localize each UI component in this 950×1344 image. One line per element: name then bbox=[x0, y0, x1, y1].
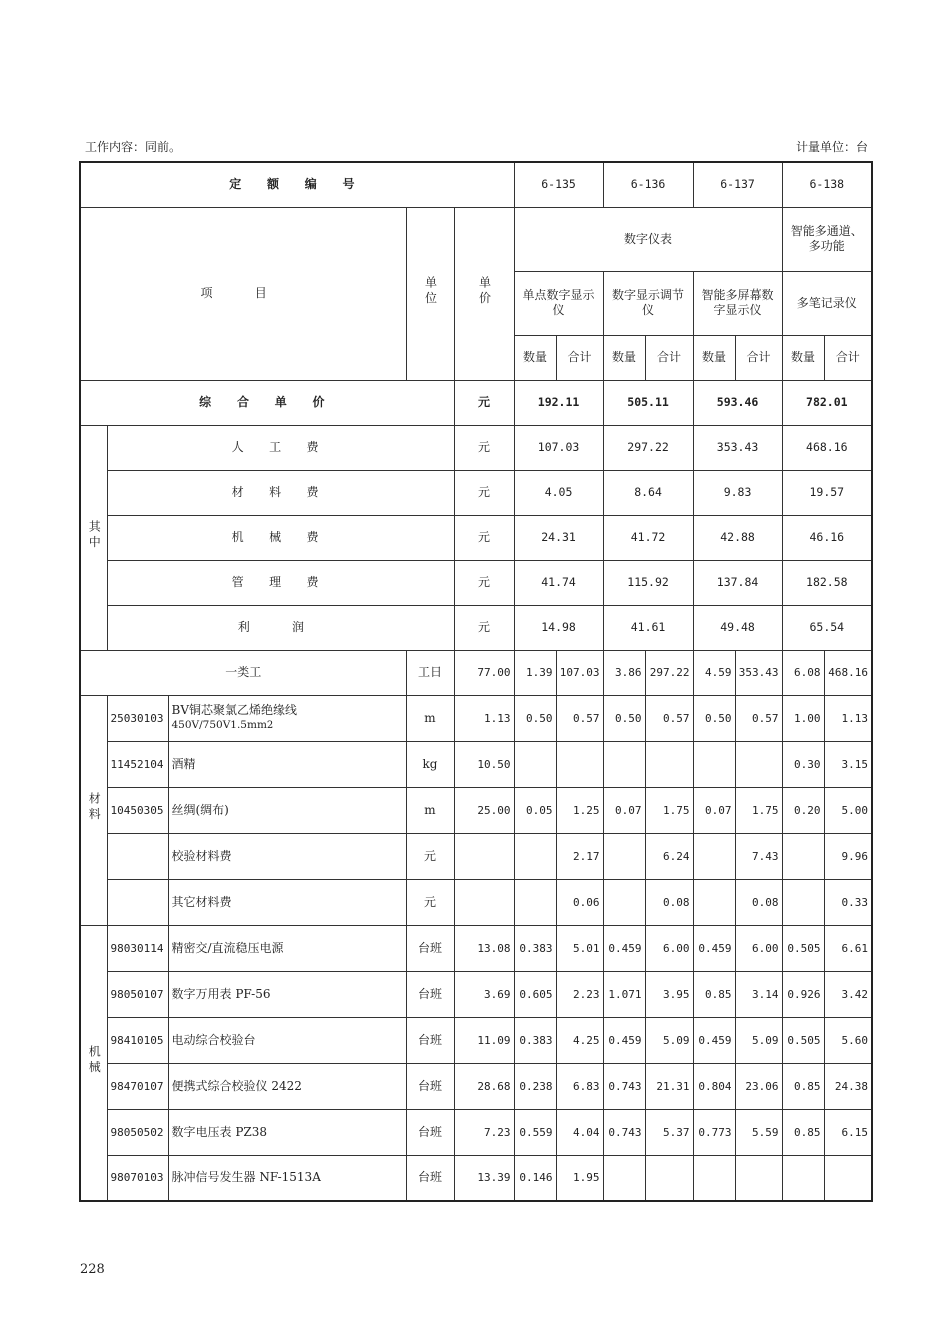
subtitle: 智能多屏幕数字显示仪 bbox=[693, 271, 782, 335]
machine-unit: 台班 bbox=[406, 1155, 454, 1201]
machine-row bbox=[80, 971, 872, 1017]
material-cell bbox=[603, 833, 645, 879]
machine-cell: 5.01 bbox=[556, 925, 603, 971]
among-value: 182.58 bbox=[782, 560, 872, 605]
machine-cell: 6.00 bbox=[735, 925, 782, 971]
material-row bbox=[80, 879, 872, 925]
labor-cell: 1.39 bbox=[514, 650, 556, 695]
machine-cell: 0.383 bbox=[514, 1017, 556, 1063]
material-cell: 1.13 bbox=[824, 695, 872, 741]
machine-price: 13.08 bbox=[454, 925, 514, 971]
material-code: 10450305 bbox=[107, 787, 168, 833]
machine-name: 精密交/直流稳压电源 bbox=[168, 925, 406, 971]
material-unit: 元 bbox=[406, 833, 454, 879]
material-cell: 0.05 bbox=[514, 787, 556, 833]
machine-cell: 3.14 bbox=[735, 971, 782, 1017]
material-cell bbox=[735, 741, 782, 787]
machine-unit: 台班 bbox=[406, 1109, 454, 1155]
among-value: 41.72 bbox=[603, 515, 693, 560]
machine-cell: 4.25 bbox=[556, 1017, 603, 1063]
machine-code: 98410105 bbox=[107, 1017, 168, 1063]
material-cell: 0.50 bbox=[514, 695, 556, 741]
material-cell: 6.24 bbox=[645, 833, 693, 879]
machine-cell: 5.60 bbox=[824, 1017, 872, 1063]
material-code: 25030103 bbox=[107, 695, 168, 741]
composite-unit: 元 bbox=[454, 380, 514, 425]
machine-cell: 5.37 bbox=[645, 1109, 693, 1155]
material-cell bbox=[645, 741, 693, 787]
among-row bbox=[80, 605, 872, 650]
machine-cell: 0.743 bbox=[603, 1063, 645, 1109]
machine-cell: 0.383 bbox=[514, 925, 556, 971]
machine-cell: 0.85 bbox=[782, 1109, 824, 1155]
material-cell: 5.00 bbox=[824, 787, 872, 833]
machine-unit: 台班 bbox=[406, 971, 454, 1017]
machine-cell: 0.773 bbox=[693, 1109, 735, 1155]
material-cell bbox=[514, 879, 556, 925]
machine-cell: 0.459 bbox=[693, 1017, 735, 1063]
among-value: 353.43 bbox=[693, 425, 782, 470]
material-price bbox=[454, 879, 514, 925]
machine-code: 98070103 bbox=[107, 1155, 168, 1201]
sum-label: 合计 bbox=[735, 335, 782, 380]
group-header-row bbox=[80, 207, 872, 271]
among-value: 14.98 bbox=[514, 605, 603, 650]
material-cell: 0.50 bbox=[693, 695, 735, 741]
machine-cell: 0.505 bbox=[782, 925, 824, 971]
material-cell bbox=[782, 833, 824, 879]
among-item-label: 利 润 bbox=[107, 605, 454, 650]
material-cell: 2.17 bbox=[556, 833, 603, 879]
machine-price: 3.69 bbox=[454, 971, 514, 1017]
qty-label: 数量 bbox=[782, 335, 824, 380]
among-row bbox=[80, 425, 872, 470]
machine-cell bbox=[603, 1155, 645, 1201]
material-cell bbox=[514, 741, 556, 787]
sum-label: 合计 bbox=[824, 335, 872, 380]
machine-cell: 23.06 bbox=[735, 1063, 782, 1109]
among-unit: 元 bbox=[454, 560, 514, 605]
labor-unit: 工日 bbox=[406, 650, 454, 695]
composite-value: 505.11 bbox=[603, 380, 693, 425]
material-cell bbox=[782, 879, 824, 925]
machine-cell: 24.38 bbox=[824, 1063, 872, 1109]
material-cell bbox=[603, 879, 645, 925]
machine-price: 13.39 bbox=[454, 1155, 514, 1201]
material-cell: 0.06 bbox=[556, 879, 603, 925]
material-unit: 元 bbox=[406, 879, 454, 925]
machine-cell: 6.83 bbox=[556, 1063, 603, 1109]
among-row bbox=[80, 515, 872, 560]
among-value: 24.31 bbox=[514, 515, 603, 560]
material-cell: 0.08 bbox=[645, 879, 693, 925]
material-row bbox=[80, 741, 872, 787]
material-cell: 0.07 bbox=[603, 787, 645, 833]
material-name-line2: $450V/750V1.5mm^2$ bbox=[171, 719, 274, 731]
quota-code: 6-136 bbox=[603, 162, 693, 207]
material-cell: 0.50 bbox=[603, 695, 645, 741]
material-cell bbox=[693, 879, 735, 925]
machine-cell: 4.04 bbox=[556, 1109, 603, 1155]
machine-row bbox=[80, 1109, 872, 1155]
labor-cell: 107.03 bbox=[556, 650, 603, 695]
group-digital-meters: 数字仪表 bbox=[514, 207, 782, 271]
machine-cell: 3.95 bbox=[645, 971, 693, 1017]
among-unit: 元 bbox=[454, 605, 514, 650]
machine-cell: 5.09 bbox=[735, 1017, 782, 1063]
among-value: 137.84 bbox=[693, 560, 782, 605]
quota-label: 定 额 编 号 bbox=[80, 162, 514, 207]
machine-cell: 21.31 bbox=[645, 1063, 693, 1109]
machine-cell: 0.926 bbox=[782, 971, 824, 1017]
among-unit: 元 bbox=[454, 425, 514, 470]
material-cell bbox=[514, 833, 556, 879]
machine-cell: 0.459 bbox=[603, 925, 645, 971]
quota-code: 6-137 bbox=[693, 162, 782, 207]
machine-cell: 0.238 bbox=[514, 1063, 556, 1109]
among-item-label: 管 理 费 bbox=[107, 560, 454, 605]
machine-cell: 0.743 bbox=[603, 1109, 645, 1155]
material-cell bbox=[603, 741, 645, 787]
subtitle: 单点数字显示仪 bbox=[514, 271, 603, 335]
machine-row bbox=[80, 1017, 872, 1063]
material-name bbox=[168, 695, 406, 741]
among-value: 65.54 bbox=[782, 605, 872, 650]
composite-value: 192.11 bbox=[514, 380, 603, 425]
superscript: 2 bbox=[266, 720, 274, 731]
material-cell: 1.25 bbox=[556, 787, 603, 833]
material-cell: 0.57 bbox=[556, 695, 603, 741]
composite-value: 782.01 bbox=[782, 380, 872, 425]
machine-cell bbox=[735, 1155, 782, 1201]
machine-cell: 0.505 bbox=[782, 1017, 824, 1063]
work-content: 工作内容：同前。 bbox=[85, 140, 182, 154]
among-unit: 元 bbox=[454, 470, 514, 515]
among-value: 468.16 bbox=[782, 425, 872, 470]
among-value: 297.22 bbox=[603, 425, 693, 470]
among-value: 9.83 bbox=[693, 470, 782, 515]
material-code bbox=[107, 879, 168, 925]
material-cell bbox=[693, 741, 735, 787]
machine-cell: 0.559 bbox=[514, 1109, 556, 1155]
machine-unit: 台班 bbox=[406, 1017, 454, 1063]
labor-cell: 297.22 bbox=[645, 650, 693, 695]
among-item-label: 人 工 费 bbox=[107, 425, 454, 470]
machine-cell: 0.146 bbox=[514, 1155, 556, 1201]
among-row bbox=[80, 560, 872, 605]
item-label: 项 目 bbox=[80, 207, 406, 380]
qty-label: 数量 bbox=[514, 335, 556, 380]
labor-row bbox=[80, 650, 872, 695]
material-cell: 0.08 bbox=[735, 879, 782, 925]
among-unit: 元 bbox=[454, 515, 514, 560]
subtitle: 多笔记录仪 bbox=[782, 271, 872, 335]
sum-label: 合计 bbox=[556, 335, 603, 380]
machine-name: 便携式综合校验仪 2422 bbox=[168, 1063, 406, 1109]
machine-row bbox=[80, 925, 872, 971]
among-value: 19.57 bbox=[782, 470, 872, 515]
among-value: 107.03 bbox=[514, 425, 603, 470]
machine-cell: 0.804 bbox=[693, 1063, 735, 1109]
machine-name: 数字万用表 PF-56 bbox=[168, 971, 406, 1017]
machine-name: 数字电压表 PZ38 bbox=[168, 1109, 406, 1155]
machine-cell bbox=[645, 1155, 693, 1201]
machine-cell bbox=[824, 1155, 872, 1201]
labor-cell: 353.43 bbox=[735, 650, 782, 695]
among-row bbox=[80, 470, 872, 515]
among-item-label: 材 料 费 bbox=[107, 470, 454, 515]
material-cell: 3.15 bbox=[824, 741, 872, 787]
material-code: 11452104 bbox=[107, 741, 168, 787]
labor-cell: 468.16 bbox=[824, 650, 872, 695]
material-unit: kg bbox=[406, 741, 454, 787]
group-smart: 智能多通道、多功能 bbox=[782, 207, 872, 271]
quota-code-row bbox=[80, 162, 872, 207]
machine-cell: 2.23 bbox=[556, 971, 603, 1017]
among-value: 46.16 bbox=[782, 515, 872, 560]
material-cell: 1.75 bbox=[735, 787, 782, 833]
machine-name: 电动综合校验台 bbox=[168, 1017, 406, 1063]
machine-cell: 0.459 bbox=[603, 1017, 645, 1063]
among-value: 42.88 bbox=[693, 515, 782, 560]
machine-cell: 6.61 bbox=[824, 925, 872, 971]
machine-unit: 台班 bbox=[406, 925, 454, 971]
quota-code: 6-138 bbox=[782, 162, 872, 207]
machine-cell: 0.85 bbox=[782, 1063, 824, 1109]
sum-label: 合计 bbox=[645, 335, 693, 380]
material-price: 1.13 bbox=[454, 695, 514, 741]
composite-label: 综 合 单 价 bbox=[80, 380, 454, 425]
measure-unit: 计量单位：台 bbox=[795, 140, 868, 154]
material-unit: m bbox=[406, 787, 454, 833]
machine-code: 98470107 bbox=[107, 1063, 168, 1109]
qty-label: 数量 bbox=[693, 335, 735, 380]
price-header: 单价 bbox=[454, 207, 514, 380]
among-value: 41.74 bbox=[514, 560, 603, 605]
machine-cell: 1.95 bbox=[556, 1155, 603, 1201]
machine-cell: 0.85 bbox=[693, 971, 735, 1017]
material-row bbox=[80, 833, 872, 879]
material-name-line1: BV铜芯聚氯乙烯绝缘线 bbox=[171, 703, 297, 717]
machine-code: 98050107 bbox=[107, 971, 168, 1017]
machine-price: 28.68 bbox=[454, 1063, 514, 1109]
page-number: 228 bbox=[80, 1262, 105, 1277]
material-cell: 0.07 bbox=[693, 787, 735, 833]
machine-cell: 5.09 bbox=[645, 1017, 693, 1063]
labor-price: 77.00 bbox=[454, 650, 514, 695]
machine-cell: 0.605 bbox=[514, 971, 556, 1017]
material-cell: 1.00 bbox=[782, 695, 824, 741]
material-cell: 1.75 bbox=[645, 787, 693, 833]
machine-name: 脉冲信号发生器 NF-1513A bbox=[168, 1155, 406, 1201]
subtitle: 数字显示调节仪 bbox=[603, 271, 693, 335]
material-cell: 9.96 bbox=[824, 833, 872, 879]
quota-table bbox=[79, 161, 873, 1202]
machine-row bbox=[80, 1155, 872, 1201]
machine-cell bbox=[693, 1155, 735, 1201]
among-value: 49.48 bbox=[693, 605, 782, 650]
machine-cell: 6.00 bbox=[645, 925, 693, 971]
material-cell bbox=[693, 833, 735, 879]
machine-code: 98030114 bbox=[107, 925, 168, 971]
among-value: 4.05 bbox=[514, 470, 603, 515]
among-value: 8.64 bbox=[603, 470, 693, 515]
material-code bbox=[107, 833, 168, 879]
composite-row bbox=[80, 380, 872, 425]
among-item-label: 机 械 费 bbox=[107, 515, 454, 560]
material-name: 校验材料费 bbox=[168, 833, 406, 879]
machine-cell bbox=[782, 1155, 824, 1201]
material-name: 酒精 bbox=[168, 741, 406, 787]
material-label: 材料 bbox=[80, 695, 107, 925]
machine-row bbox=[80, 1063, 872, 1109]
machine-cell: 6.15 bbox=[824, 1109, 872, 1155]
among-label: 其中 bbox=[80, 425, 107, 650]
material-cell: 0.57 bbox=[735, 695, 782, 741]
material-cell bbox=[556, 741, 603, 787]
material-unit: m bbox=[406, 695, 454, 741]
machine-cell: 3.42 bbox=[824, 971, 872, 1017]
composite-value: 593.46 bbox=[693, 380, 782, 425]
machine-code: 98050502 bbox=[107, 1109, 168, 1155]
material-cell: 0.57 bbox=[645, 695, 693, 741]
material-cell: 0.33 bbox=[824, 879, 872, 925]
among-value: 41.61 bbox=[603, 605, 693, 650]
labor-cell: 6.08 bbox=[782, 650, 824, 695]
labor-label: 一类工 bbox=[80, 650, 406, 695]
unit-header: 单位 bbox=[406, 207, 454, 380]
machine-cell: 1.071 bbox=[603, 971, 645, 1017]
machine-price: 11.09 bbox=[454, 1017, 514, 1063]
machine-price: 7.23 bbox=[454, 1109, 514, 1155]
labor-cell: 3.86 bbox=[603, 650, 645, 695]
machine-cell: 5.59 bbox=[735, 1109, 782, 1155]
material-price: 10.50 bbox=[454, 741, 514, 787]
material-price bbox=[454, 833, 514, 879]
machine-unit: 台班 bbox=[406, 1063, 454, 1109]
material-name: 其它材料费 bbox=[168, 879, 406, 925]
material-name: 丝绸(绸布) bbox=[168, 787, 406, 833]
qty-label: 数量 bbox=[603, 335, 645, 380]
among-value: 115.92 bbox=[603, 560, 693, 605]
material-row bbox=[80, 787, 872, 833]
machine-cell: 0.459 bbox=[693, 925, 735, 971]
material-cell: 0.30 bbox=[782, 741, 824, 787]
material-price: 25.00 bbox=[454, 787, 514, 833]
machine-label: 机械 bbox=[80, 925, 107, 1201]
material-cell: 7.43 bbox=[735, 833, 782, 879]
material-row bbox=[80, 695, 872, 741]
material-cell: 0.20 bbox=[782, 787, 824, 833]
labor-cell: 4.59 bbox=[693, 650, 735, 695]
quota-code: 6-135 bbox=[514, 162, 603, 207]
